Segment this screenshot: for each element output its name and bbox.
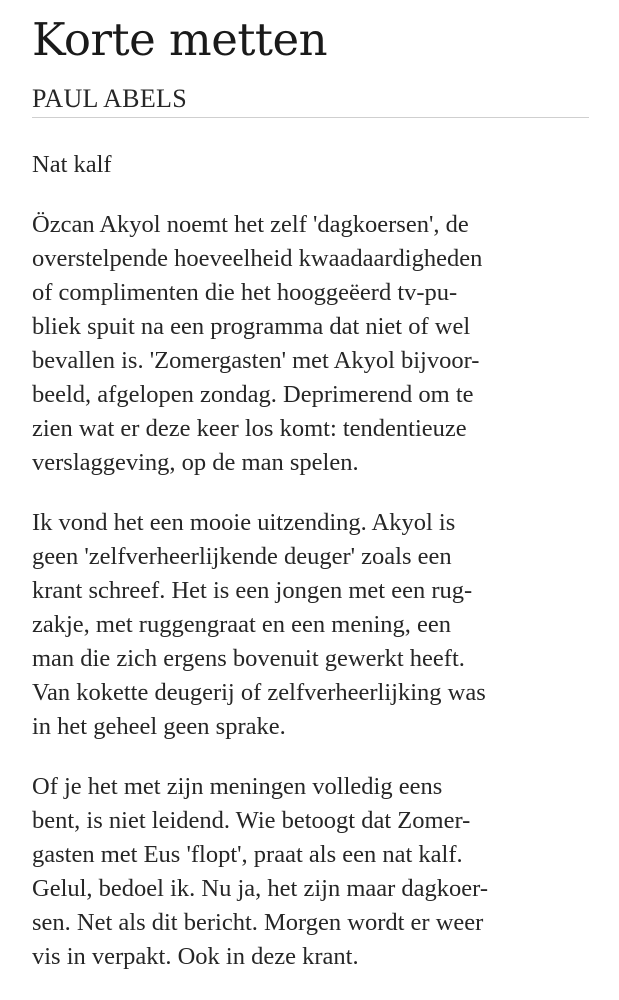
text-line: bent, is niet leidend. Wie betoogt dat Zomer-: [32, 807, 471, 834]
text-line: Gelul, bedoel ik. Nu ja, het zijn maar dagkoer-: [32, 875, 489, 902]
paragraph-3: [32, 770, 592, 974]
text-line: verslaggeving, op de man spelen.: [32, 449, 359, 476]
text-line: of complimenten die het hooggeëerd tv-pu-: [32, 279, 458, 306]
paragraph-1: [32, 208, 592, 480]
article: [32, 0, 592, 974]
text-line: bliek spuit na een programma dat niet of wel: [32, 313, 471, 340]
text-line: beeld, afgelopen zondag. Deprimerend om te: [32, 381, 474, 408]
text-line: zakje, met ruggengraat en een mening, een: [32, 611, 452, 638]
author-byline: PAUL ABELS: [32, 84, 187, 113]
article-title: Korte metten: [32, 13, 328, 66]
text-line: geen 'zelfverheerlijkende deuger' zoals een: [32, 543, 452, 570]
text-line: in het geheel geen sprake.: [32, 713, 286, 740]
text-line: Of je het met zijn meningen volledig eens: [32, 773, 443, 800]
text-line: overstelpende hoeveelheid kwaadaardigheden: [32, 245, 483, 272]
text-line: zien wat er deze keer los komt: tendentieuze: [32, 415, 467, 442]
divider: [32, 117, 589, 118]
text-line: man die zich ergens bovenuit gewerkt heeft.: [32, 645, 465, 672]
text-line: sen. Net als dit bericht. Morgen wordt er weer: [32, 909, 484, 936]
text-line: Özcan Akyol noemt het zelf 'dagkoersen', de: [32, 211, 469, 238]
paragraph-2: [32, 506, 592, 744]
text-line: Van kokette deugerij of zelfverheerlijking was: [32, 679, 486, 706]
article-kicker: Nat kalf: [32, 151, 112, 178]
text-line: krant schreef. Het is een jongen met een rug-: [32, 577, 473, 604]
text-line: Ik vond het een mooie uitzending. Akyol is: [32, 509, 456, 536]
text-line: vis in verpakt. Ook in deze krant.: [32, 943, 359, 970]
text-line: gasten met Eus 'flopt', praat als een nat kalf.: [32, 841, 463, 868]
text-line: bevallen is. 'Zomergasten' met Akyol bijvoor-: [32, 347, 480, 374]
